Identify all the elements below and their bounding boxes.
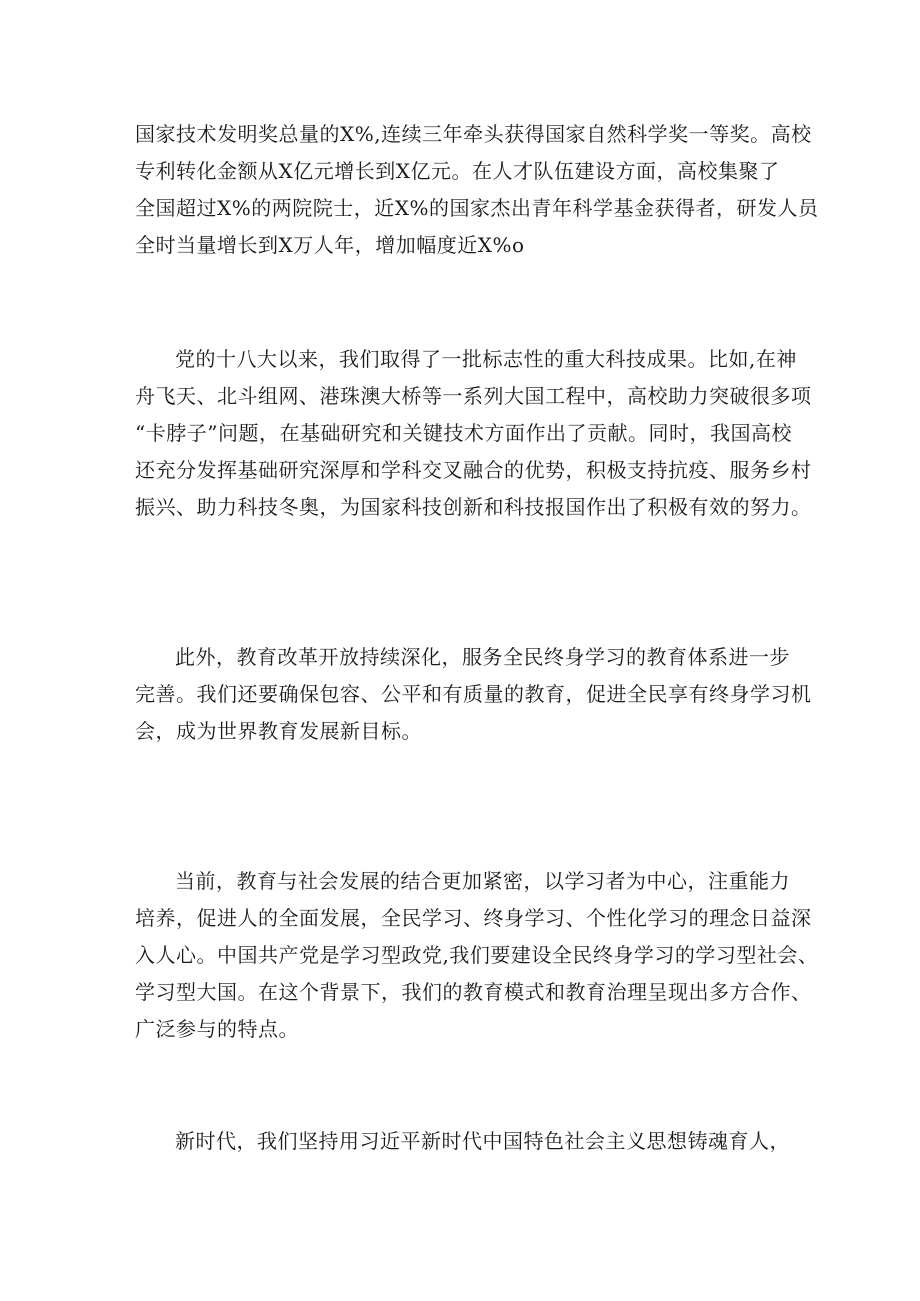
paragraph-major-achievements [135, 341, 812, 526]
paragraph-tech-awards-continued [135, 116, 819, 264]
paragraph-line: 舟飞天、北斗组网、港珠澳大桥等一系列大国工程中，高校助力突破很多项 [135, 384, 812, 408]
paragraph-line: 还充分发挥基础研究深厚和学科交叉融合的优势，积极支持抗疫、服务乡村 [135, 458, 812, 482]
paragraph-line: 完善。我们还要确保包容、公平和有质量的教育，促进全民享有终身学习机 [135, 682, 812, 706]
paragraph-line: 学习型大国。在这个背景下，我们的教育模式和教育治理呈现出多方合作、 [135, 980, 812, 1004]
paragraph-lifelong-learning [135, 863, 819, 1048]
paragraph-line: 此外，教育改革开放持续深化，服务全民终身学习的教育体系进一步 [175, 645, 790, 669]
paragraph-line: 振兴、助力科技冬奥，为国家科技创新和科技报国作出了积极有效的努力。 [135, 495, 812, 519]
paragraph-line: 会，成为世界教育发展新目标。 [135, 719, 422, 743]
paragraph-line: 广泛参与的特点。 [135, 1017, 299, 1041]
paragraph-education-reform [135, 639, 812, 750]
paragraph-line: 全时当量增长到X万人年，增加幅度近X%o [135, 233, 525, 257]
paragraph-line: 当前，教育与社会发展的结合更加紧密，以学习者为中心，注重能力 [175, 869, 790, 893]
paragraph-line: 国家技术发明奖总量的X%,连续三年牵头获得国家自然科学奖一等奖。高校 [135, 122, 812, 146]
paragraph-line: 培养，促进人的全面发展，全民学习、终身学习、个性化学习的理念日益深 [135, 906, 812, 930]
paragraph-line: 专利转化金额从X亿元增长到X亿元。在人才队伍建设方面，高校集聚了 [135, 159, 780, 183]
paragraph-line: 入人心。中国共产党是学习型政党,我们要建设全民终身学习的学习型社会、 [135, 943, 819, 967]
paragraph-new-era [135, 1123, 795, 1160]
paragraph-line: “卡脖子”问题，在基础研究和关键技术方面作出了贡献。同时，我国高校 [135, 421, 792, 445]
paragraph-line: 党的十八大以来，我们取得了一批标志性的重大科技成果。比如,在神 [175, 347, 797, 371]
paragraph-line: 全国超过X%的两院院士，近X%的国家杰出青年科学基金获得者，研发人员 [135, 196, 819, 220]
paragraph-line: 新时代，我们坚持用习近平新时代中国特色社会主义思想铸魂育人， [175, 1129, 790, 1153]
